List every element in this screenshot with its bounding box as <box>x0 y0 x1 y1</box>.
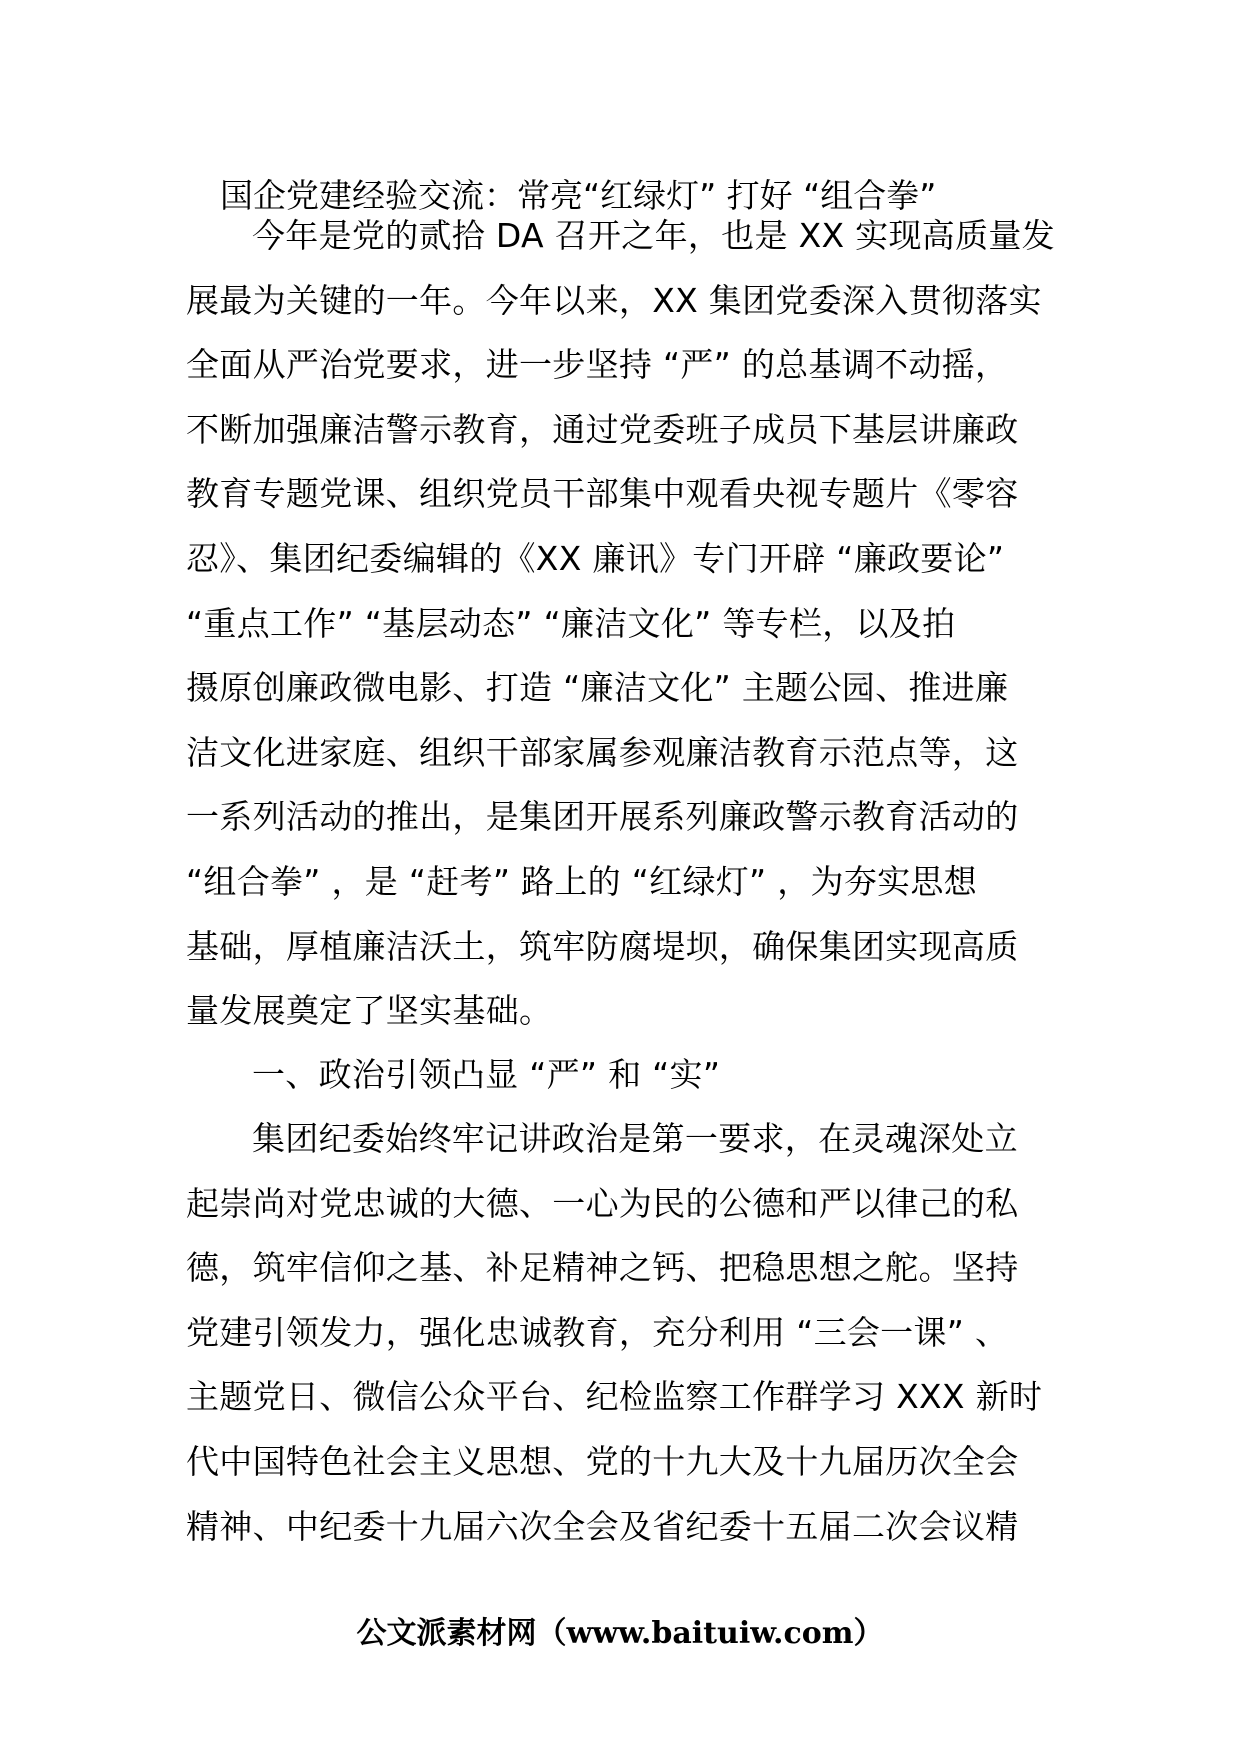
paragraph-intro <box>186 204 1056 1044</box>
paragraph-line: 党建引领发力，强化忠诚教育，充分利用 “三会一课” 、 <box>186 1312 1009 1352</box>
paragraph-line: 不断加强廉洁警示教育，通过党委班子成员下基层讲廉政 <box>186 409 1019 449</box>
section-heading-text: 一、政治引领凸显 “严” 和 “实” <box>252 1055 721 1094</box>
paragraph-line: 德，筑牢信仰之基、补足精神之钙、把稳思想之舵。坚持 <box>186 1248 1019 1288</box>
paragraph-line: 摄原创廉政微电影、打造 “廉洁文化” 主题公园、推进廉 <box>186 668 1009 708</box>
paragraph-line: 忍》、集团纪委编辑的《XX 廉讯》专门开辟 “廉政要论” <box>186 538 1005 578</box>
paragraph-line: 今年是党的贰拾 DA 召开之年，也是 XX 实现高质量发 <box>252 216 1055 255</box>
section-heading <box>186 1043 1056 1108</box>
paragraph-line: 精神、中纪委十九届六次全会及省纪委十五届二次会议精 <box>186 1506 1019 1546</box>
footer-watermark-text: 公文派素材网（www.baituiw.com） <box>356 1616 884 1651</box>
paragraph-line: 展最为关键的一年。今年以来，XX 集团党委深入贯彻落实 <box>186 280 1042 320</box>
paragraph-line: 一系列活动的推出，是集团开展系列廉政警示教育活动的 <box>186 797 1019 837</box>
paragraph-line: 教育专题党课、组织党员干部集中观看央视专题片《零容 <box>186 474 1019 514</box>
paragraph-line: 全面从严治党要求，进一步坚持 “严” 的总基调不动摇， <box>186 345 1009 385</box>
paragraph-line: 主题党日、微信公众平台、纪检监察工作群学习 XXX 新时 <box>186 1377 1043 1417</box>
paragraph-line: “组合拳” ，是 “赶考” 路上的 “红绿灯” ，为夯实思想 <box>186 861 978 901</box>
paragraph-line: 量发展奠定了坚实基础。 <box>186 991 553 1031</box>
document-title: 国企党建经验交流：常亮“红绿灯” 打好 “组合拳” <box>220 176 937 215</box>
paragraph-line: 起崇尚对党忠诚的大德、一心为民的公德和严以律己的私 <box>186 1183 1019 1223</box>
paragraph-line: 基础，厚植廉洁沃土，筑牢防腐堤坝，确保集团实现高质 <box>186 926 1019 966</box>
paragraph-line: 洁文化进家庭、组织干部家属参观廉洁教育示范点等，这 <box>186 732 1019 772</box>
paragraph-section-one <box>186 1107 1056 1559</box>
paragraph-line: 集团纪委始终牢记讲政治是第一要求，在灵魂深处立 <box>252 1119 1018 1158</box>
paragraph-line: “重点工作” “基层动态” “廉洁文化” 等专栏，以及拍 <box>186 603 956 643</box>
paragraph-line: 代中国特色社会主义思想、党的十九大及十九届历次全会 <box>186 1441 1019 1481</box>
